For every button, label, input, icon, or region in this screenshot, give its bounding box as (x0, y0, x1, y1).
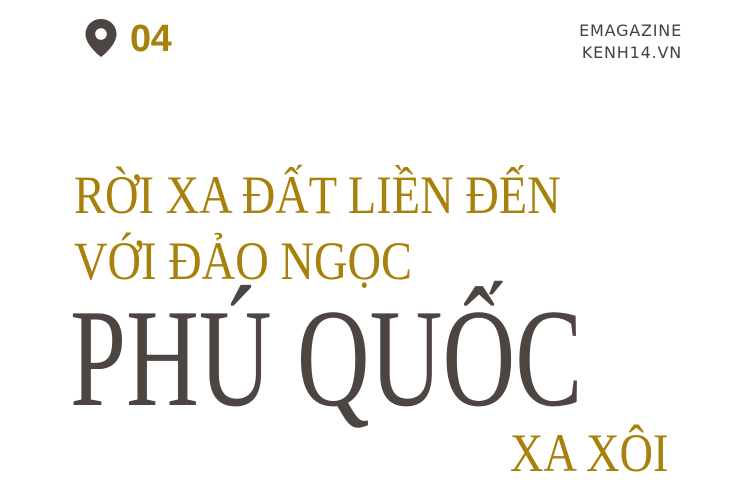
brand-line-site: KENH14.VN (581, 43, 682, 62)
headline-main-title: PHÚ QUỐC (70, 281, 583, 436)
section-number: 04 (130, 18, 172, 60)
headline-line-2: VỚI ĐẢO NGỌC (74, 231, 412, 291)
brand-line-emagazine: EMAGAZINE (579, 21, 682, 40)
headline-line-1: RỜI XA ĐẤT LIỀN ĐẾN (74, 165, 561, 225)
map-pin-icon (84, 18, 118, 58)
brand-label (579, 20, 682, 64)
headline-line-4: XA XÔI (509, 423, 668, 483)
